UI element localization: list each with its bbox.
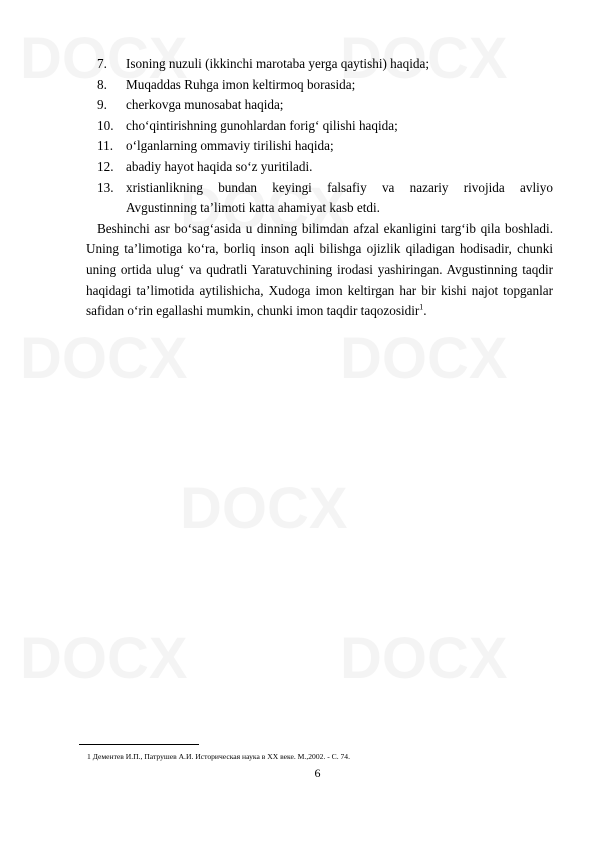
list-item-continuation: Avgustinning ta’limoti katta ahamiyat kasb etdi. <box>126 200 380 216</box>
list-item-text: cherkovga munosabat haqida; <box>126 97 284 113</box>
list-item <box>86 157 553 178</box>
paragraph-text: Beshinchi asr bo‘sag‘asida u dinning bilimdan afzal ekanligini targ‘ib qila boshladi. Uning ta’limotiga ko‘ra, borliq inson aqli bilishga ojizlik qiladigan hodisadir, chunki uning ortida ulug‘ va qudratli Yaratuvchining irodasi yashiringan. Avgustinning taqdir haqidagi ta’limotida aytilishicha, Xudoga imon keltirgan har bir kishi najot topganlar safidan o‘rin egallashi mumkin, chunki imon taqdir taqozosidir <box>86 220 553 319</box>
page-number: 6 <box>314 766 321 780</box>
list-item-text: cho‘qintirishning gunohlardan forig‘ qilishi haqida; <box>126 117 398 133</box>
list-item <box>86 116 553 137</box>
footnote: 1 Дементев И.П., Патрушев А.И. Историческая наука в XX веке. М.,2002. - С. 74. <box>87 752 350 761</box>
list-item-number: 8. <box>97 76 107 92</box>
footnote-reference[interactable]: 1 <box>419 302 424 312</box>
footnote-separator <box>79 744 199 745</box>
list-item-text: o‘lganlarning ommaviy tirilishi haqida; <box>126 138 334 154</box>
list-item-number: 9. <box>97 97 107 113</box>
list-item <box>86 75 553 96</box>
list-item-text: xristianlikning bundan keyingi falsafiy va nazariy rivojida avliyo <box>126 179 553 195</box>
list-item-number: 13. <box>97 179 114 195</box>
list-item-text: abadiy hayot haqida so‘z yuritiladi. <box>126 158 313 174</box>
list-item <box>86 54 553 75</box>
list-item <box>86 178 553 199</box>
list-item <box>86 136 553 157</box>
list-item-number: 12. <box>97 158 114 174</box>
list-item-text: Muqaddas Ruhga imon keltirmoq borasida; <box>126 76 356 92</box>
paragraph-end: . <box>423 303 427 319</box>
list-item-number: 10. <box>97 117 114 133</box>
list-item-number: 11. <box>97 138 113 154</box>
list-item-text: Isoning nuzuli (ikkinchi marotaba yerga qaytishi) haqida; <box>126 56 429 71</box>
page-content <box>86 54 553 322</box>
body-paragraph <box>86 219 553 322</box>
list-item-number: 7. <box>97 56 107 71</box>
list-item <box>86 95 553 116</box>
